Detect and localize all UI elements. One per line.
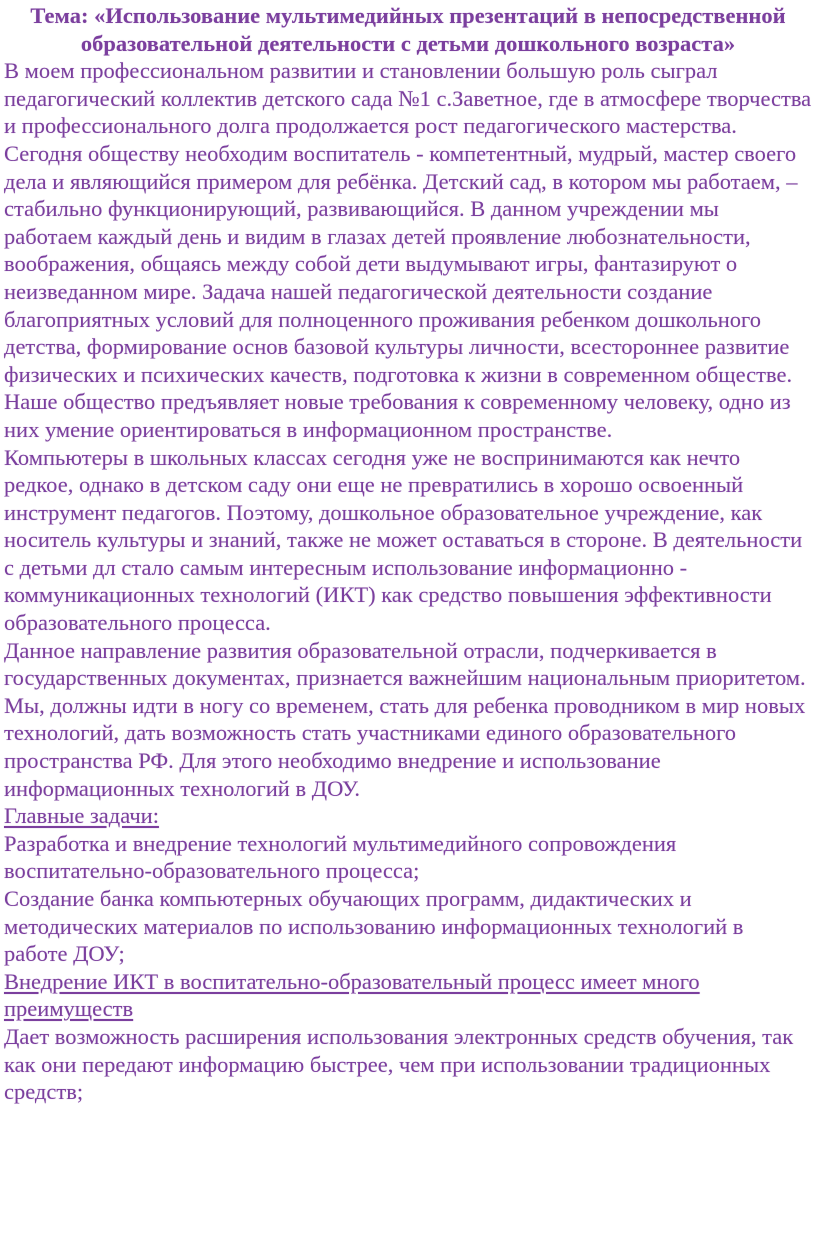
paragraph-educator-role: Сегодня обществу необходим воспитатель - компетентный, мудрый, мастер своего дела и являющийся примером для ребёнка. Детский сад, в котором мы работаем, – стабильно функционирующий, развивающийся. В данном учреждении мы работаем каждый день и видим в глазах детей проявление любознательности, воображения, общаясь между собой дети выдумывают игры, фантазируют о неизведанном мире. Задача нашей педагогической деятельности создание благоприятных условий для полноценного проживания ребенком дошкольного детства, формирование основ базовой культуры личности, всестороннее развитие физических и психических качеств, подготовка к жизни в современном обществе. Наше общество предъявляет новые требования к современному человеку, одно из них умение ориентироваться в информационном пространстве. bbox=[4, 140, 798, 442]
paragraph-professional-development: В моем профессиональном развитии и становлении большую роль сыграл педагогический коллектив детского сада №1 с.Заветное, где в атмосфере творчества и профессионального долга продолжается рост педагогического мастерства. bbox=[4, 58, 812, 139]
paragraph-state-priority: Данное направление развития образовательной отрасли, подчеркивается в государственных документах, признается важнейшим национальным приоритетом. bbox=[4, 637, 806, 691]
paragraph-new-technologies: Мы, должны идти в ногу со временем, стать для ребенка проводником в мир новых технологий, дать возможность стать участниками единого образовательного пространства РФ. Для этого необходимо внедрение и использование информационных технологий в ДОУ. bbox=[4, 692, 806, 801]
paragraph-computers-in-kindergarten: Компьютеры в школьных классах сегодня уже не воспринимаются как нечто редкое, однако в детском саду они еще не превратились в хорошо освоенный инструмент педагогов. Поэтому, дошкольное образовательное учреждение, как носитель культуры и знаний, также не может оставаться в стороне. В деятельности с детьми дл стало самым интересным использование информационно - коммуникационных технологий (ИКТ) как средство повышения эффективности образовательного процесса. bbox=[4, 444, 803, 636]
tasks-heading: Главные задачи: bbox=[4, 803, 159, 829]
task-item: Создание банка компьютерных обучающих программ, дидактических и методических материалов по использованию информационных технологий в работе ДОУ; bbox=[4, 886, 744, 967]
task-item: Разработка и внедрение технологий мультимедийного сопровождения воспитательно-образовательного процесса; bbox=[4, 830, 677, 884]
advantages-heading: Внедрение ИКТ в воспитательно-образовательный процесс имеет много преимуществ bbox=[4, 968, 700, 1022]
advantage-item: Дает возможность расширения использования электронных средств обучения, так как они передают информацию быстрее, чем при использовании традиционных средств; bbox=[4, 1023, 794, 1105]
document-title: Тема: «Использование мультимедийных презентаций в непосредственной образовательной деятельности с детьми дошкольного возраста» bbox=[30, 3, 786, 56]
